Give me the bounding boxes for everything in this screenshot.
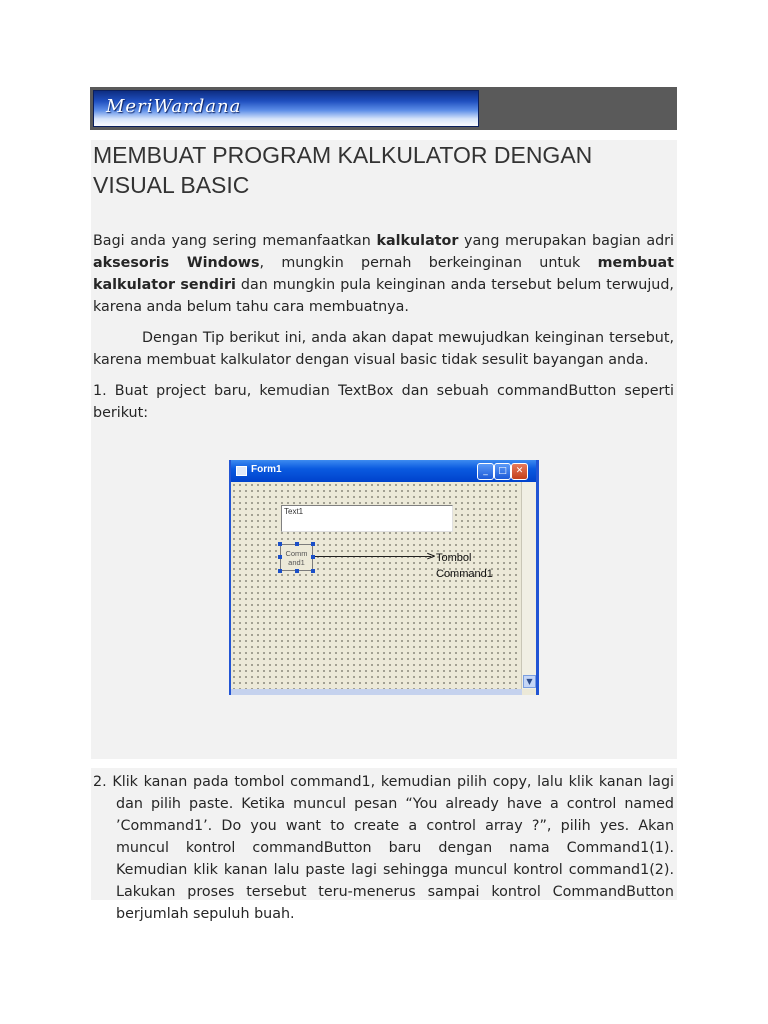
command-button-command1: Comm and1 (280, 544, 313, 571)
form-design-grid (231, 482, 522, 689)
selection-handle (278, 542, 282, 546)
annotation-label-tombol: Tombol (436, 552, 472, 564)
annotation-arrow-line (315, 556, 431, 557)
bold-membuat-kalkulator: membuat kalkulator sendiri (93, 255, 674, 293)
scroll-down-icon: ▼ (523, 675, 536, 688)
bold-aksesoris: aksesoris Windows (93, 255, 260, 271)
step-2: 2. Klik kanan pada tombol command1, kemudian pilih copy, lalu klik kanan lagi dan pilih paste. Ketika muncul pesan “You already have a control named ’Command1’. Do you want to create a control array ?”, pilih yes. Akan muncul kontrol commandButton baru dengan nama Command1(1). Kemudian klik kanan lalu paste lagi sehingga muncul kontrol command1(2). Lakukan proses tersebut teru-menerus sampai kontrol CommandButton berjumlah sepuluh buah. (93, 774, 674, 922)
selection-handle (295, 569, 299, 573)
vertical-scrollbar (521, 482, 536, 689)
article-body (91, 140, 677, 759)
site-banner (90, 87, 677, 130)
annotation-label-command1: Command1 (436, 568, 493, 580)
site-logo: MeriWardana (106, 96, 242, 117)
window-title: Form1 (251, 464, 282, 475)
arrow-right-icon: > (426, 549, 437, 563)
bold-kalkulator: kalkulator (376, 233, 459, 249)
paragraph-tip: Dengan Tip berikut ini, anda akan dapat mewujudkan keinginan tersebut, karena membuat kalkulator dengan visual basic tidak sesulit bayangan anda. (93, 330, 674, 368)
textbox-text1: Text1 (281, 505, 453, 532)
window-titlebar (231, 460, 536, 482)
article-title: MEMBUAT PROGRAM KALKULATOR DENGAN VISUAL BASIC (93, 142, 593, 198)
selection-handle (278, 555, 282, 559)
maximize-icon: □ (494, 463, 511, 480)
selection-handle (311, 569, 315, 573)
horizontal-scrollbar (231, 689, 522, 695)
selection-handle (295, 542, 299, 546)
paragraph-intro: Bagi anda yang sering memanfaatkan kalkulator yang merupakan bagian adri aksesoris Windows, mungkin pernah berkeinginan untuk membuat kalkulator sendiri dan mungkin pula keinginan anda tersebut belum terwujud, karena anda belum tahu cara membuatnya. (93, 233, 674, 315)
vb-form-screenshot (229, 460, 539, 695)
selection-handle (311, 542, 315, 546)
banner-gradient (93, 90, 479, 127)
form-icon (236, 466, 247, 476)
close-icon: ✕ (511, 463, 528, 480)
step-1: 1. Buat project baru, kemudian TextBox dan sebuah commandButton seperti berikut: (93, 383, 674, 421)
minimize-icon: _ (477, 463, 494, 480)
article-body-continued (91, 768, 677, 922)
selection-handle (278, 569, 282, 573)
